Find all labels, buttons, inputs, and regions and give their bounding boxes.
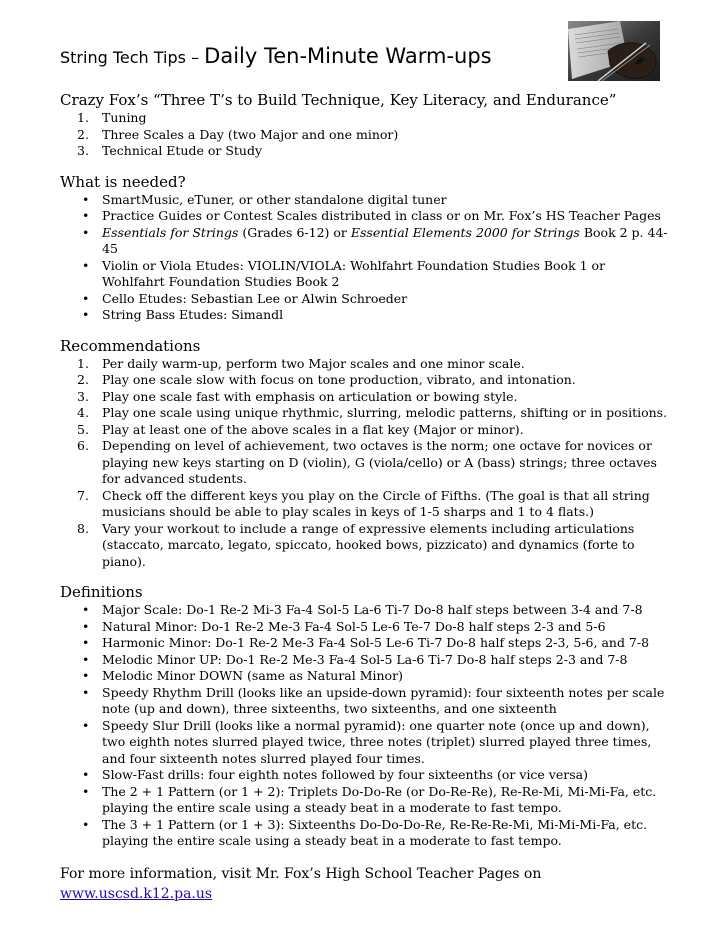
bullet-icon: •	[82, 684, 90, 700]
list-item	[60, 258, 670, 291]
list-item	[60, 372, 670, 389]
list-item	[60, 668, 670, 685]
list-item-text: SmartMusic, eTuner, or other standalone digital tuner	[102, 191, 447, 207]
bullet-icon: •	[82, 602, 90, 617]
list-item-text: Practice Guides or Contest Scales distributed in class or on Mr. Fox’s HS Teacher Pages	[102, 208, 661, 223]
bullet-icon: •	[82, 767, 90, 782]
list-item-text: Violin or Viola Etudes: VIOLIN/VIOLA: Wohlfahrt Foundation Studies Book 1 or Wohlfahrt Foundation Studies Book 2	[102, 257, 606, 289]
list-item-text: Tuning	[102, 110, 147, 125]
bullet-icon: •	[82, 635, 90, 650]
document-body	[60, 90, 670, 918]
list-item-text: Play at least one of the above scales in a flat key (Major or minor).	[102, 421, 524, 437]
list-item	[60, 438, 670, 488]
list-item	[60, 602, 670, 619]
list-number: 2.	[77, 126, 89, 142]
list-item-text: Slow-Fast drills: four eighth notes followed by four sixteenths (or vice versa)	[102, 767, 588, 782]
list-item	[60, 718, 670, 768]
title-main: Daily Ten-Minute Warm-ups	[204, 44, 492, 68]
bullet-icon: •	[82, 783, 90, 799]
needed-list	[60, 192, 670, 324]
violin-photo	[568, 21, 660, 81]
needed-section	[60, 172, 670, 324]
list-item-text: Harmonic Minor: Do-1 Re-2 Me-3 Fa-4 Sol-5 Le-6 Ti-7 Do-8 half steps 2-3, 5-6, and 7-8	[102, 635, 650, 650]
list-item	[60, 110, 670, 127]
list-item	[60, 619, 670, 636]
list-item	[60, 635, 670, 652]
list-item	[60, 291, 670, 308]
bullet-icon: •	[82, 290, 90, 306]
list-item-text: Per daily warm-up, perform two Major scales and one minor scale.	[102, 355, 525, 371]
list-number: 3.	[77, 388, 89, 404]
list-item-text: Melodic Minor UP: Do-1 Re-2 Me-3 Fa-4 Sol-5 La-6 Ti-7 Do-8 half steps 2-3 and 7-8	[102, 651, 628, 667]
bullet-icon: •	[82, 208, 90, 223]
list-item-text: Cello Etudes: Sebastian Lee or Alwin Schroeder	[102, 290, 408, 306]
list-item-text: Technical Etude or Study	[102, 143, 263, 158]
list-item	[60, 422, 670, 439]
list-item-text: Play one scale fast with emphasis on articulation or bowing style.	[102, 388, 518, 404]
bullet-icon: •	[82, 651, 90, 667]
list-item-text: String Bass Etudes: Simandl	[102, 307, 284, 322]
violin-image-icon	[568, 21, 660, 81]
list-item	[60, 389, 670, 406]
intro-list	[60, 110, 670, 160]
list-item-text: Vary your workout to include a range of expressive elements including articulations (staccato, marcato, legato, spiccato, hooked bows, pizzicato) and dynamics (forte to piano).	[102, 520, 635, 569]
list-item	[60, 192, 670, 209]
recommendations-list	[60, 356, 670, 571]
list-item	[60, 356, 670, 373]
title-prefix: String Tech Tips –	[60, 48, 205, 67]
intro-heading: Crazy Fox’s “Three T’s to Build Technique, Key Literacy, and Endurance”	[60, 91, 617, 109]
footer-note	[60, 864, 670, 904]
recommendations-heading: Recommendations	[60, 336, 201, 355]
list-item-text: The 3 + 1 Pattern (or 1 + 3): Sixteenths Do-Do-Do-Re, Re-Re-Re-Mi, Mi-Mi-Mi-Fa, etc. playing the entire scale using a steady beat in a moderate to fast tempo.	[102, 816, 648, 848]
definitions-heading: Definitions	[60, 583, 143, 601]
list-item-text: Play one scale using unique rhythmic, slurring, melodic patterns, shifting or in positions.	[102, 405, 668, 420]
bullet-icon: •	[82, 257, 90, 273]
list-item-text: Play one scale slow with focus on tone production, vibrato, and intonation.	[102, 372, 576, 387]
page-title	[60, 44, 492, 68]
list-item	[60, 405, 670, 422]
list-number: 1.	[77, 110, 89, 125]
list-number: 4.	[77, 405, 89, 420]
list-item	[60, 784, 670, 817]
list-item-text: The 2 + 1 Pattern (or 1 + 2): Triplets Do-Do-Re (or Do-Re-Re), Re-Re-Mi, Mi-Mi-Fa, etc. playing the entire scale using a steady beat in a moderate to fast tempo.	[102, 783, 657, 815]
needed-heading: What is needed?	[60, 172, 186, 191]
list-number: 5.	[77, 421, 89, 437]
list-item-text: Melodic Minor DOWN (same as Natural Minor)	[102, 668, 403, 683]
list-item	[60, 127, 670, 144]
book-title: Essential Elements 2000 for Strings	[350, 224, 580, 240]
list-item-text: Speedy Rhythm Drill (looks like an upside-down pyramid): four sixteenth notes per scale note (up and down), three sixteenths, two sixteenths, and one sixteenth	[102, 684, 665, 716]
list-item	[60, 521, 670, 571]
list-number: 1.	[77, 355, 89, 371]
definitions-list	[60, 602, 670, 850]
list-number: 8.	[77, 520, 89, 536]
list-item	[60, 652, 670, 669]
list-item	[60, 208, 670, 225]
bullet-icon: •	[82, 224, 90, 240]
list-item-text: Book 2 p. 44-45	[102, 224, 668, 256]
bullet-icon: •	[82, 717, 90, 733]
list-item-text: Depending on level of achievement, two octaves is the norm; one octave for novices or playing new keys starting on D (violin), G (viola/cello) or A (bass) strings; three octaves for advanced students.	[102, 438, 657, 486]
list-item	[60, 817, 670, 850]
list-item-text: Natural Minor: Do-1 Re-2 Me-3 Fa-4 Sol-5 Le-6 Te-7 Do-8 half steps 2-3 and 5-6	[102, 618, 606, 634]
recommendations-section	[60, 336, 670, 571]
bullet-icon: •	[82, 307, 90, 322]
list-item	[60, 225, 670, 258]
list-number: 3.	[77, 143, 89, 158]
list-item-text: Three Scales a Day (two Major and one minor)	[102, 126, 399, 142]
list-item-text: Major Scale: Do-1 Re-2 Mi-3 Fa-4 Sol-5 La-6 Ti-7 Do-8 half steps between 3-4 and 7-8	[102, 602, 643, 617]
list-item	[60, 685, 670, 718]
list-item-text: Speedy Slur Drill (looks like a normal pyramid): one quarter note (once up and down), two eighth notes slurred played twice, three notes (triplet) slurred played three times, and four sixteenth notes slurred played four times.	[102, 717, 652, 766]
bullet-icon: •	[82, 618, 90, 634]
list-number: 7.	[77, 487, 89, 503]
teacher-pages-link[interactable]: www.uscsd.k12.pa.us	[60, 885, 213, 902]
list-item	[60, 767, 670, 784]
bullet-icon: •	[82, 668, 90, 683]
list-item	[60, 307, 670, 324]
list-number: 2.	[77, 372, 89, 387]
bullet-icon: •	[82, 816, 90, 832]
list-item-text: (Grades 6-12) or	[238, 224, 351, 240]
intro-section	[60, 90, 670, 160]
list-item	[60, 488, 670, 521]
list-item-text: Check off the different keys you play on the Circle of Fifths. (The goal is that all string musicians should be able to play scales in keys of 1-5 sharps and 1 to 4 flats.)	[102, 487, 650, 519]
book-title: Essentials for Strings	[102, 224, 239, 240]
definitions-section	[60, 582, 670, 850]
list-item	[60, 143, 670, 160]
list-number: 6.	[77, 438, 89, 453]
footer-text: For more information, visit Mr. Fox’s High School Teacher Pages on	[60, 865, 542, 882]
bullet-icon: •	[82, 191, 90, 207]
